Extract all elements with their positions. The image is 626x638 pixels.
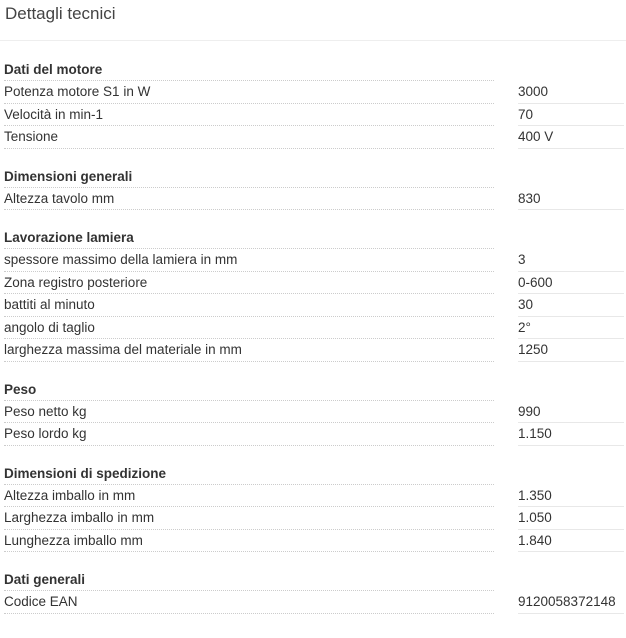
spec-label: Larghezza imballo in mm xyxy=(4,507,494,530)
spec-label: Velocità in min-1 xyxy=(4,104,494,127)
section-title: Peso xyxy=(4,380,494,401)
spec-label: Peso netto kg xyxy=(4,401,494,424)
spec-value: 2° xyxy=(518,317,624,340)
spec-row xyxy=(0,507,626,530)
spec-value: 30 xyxy=(518,294,624,317)
spec-value: 3000 xyxy=(518,81,624,104)
spec-value: 1.840 xyxy=(518,530,624,553)
spec-value: 400 V xyxy=(518,126,624,149)
spec-value: 1.350 xyxy=(518,485,624,508)
section-title: Dimensioni di spedizione xyxy=(4,464,494,485)
spec-row xyxy=(0,188,626,211)
section-title: Dimensioni generali xyxy=(4,167,494,188)
spec-value: 990 xyxy=(518,401,624,424)
spec-value: 0-600 xyxy=(518,272,624,295)
spec-row xyxy=(0,401,626,424)
spec-row xyxy=(0,126,626,149)
spec-section xyxy=(0,380,626,446)
spec-row xyxy=(0,423,626,446)
spec-section xyxy=(0,464,626,553)
spec-label: Potenza motore S1 in W xyxy=(4,81,494,104)
section-title: Lavorazione lamiera xyxy=(4,228,494,249)
spec-value: 9120058372148 xyxy=(518,591,624,614)
spec-row xyxy=(0,249,626,272)
spec-value: 1250 xyxy=(518,339,624,362)
spec-label: Tensione xyxy=(4,126,494,149)
spec-label: Altezza imballo in mm xyxy=(4,485,494,508)
spec-label: Zona registro posteriore xyxy=(4,272,494,295)
spec-row xyxy=(0,530,626,553)
spec-section xyxy=(0,60,626,149)
spec-section xyxy=(0,228,626,362)
page-title: Dettagli tecnici xyxy=(5,4,116,23)
spec-label: larghezza massima del materiale in mm xyxy=(4,339,494,362)
spec-row xyxy=(0,591,626,614)
section-title: Dati generali xyxy=(4,570,494,591)
spec-row xyxy=(0,294,626,317)
spec-label: battiti al minuto xyxy=(4,294,494,317)
title-divider xyxy=(0,40,626,41)
spec-row xyxy=(0,317,626,340)
spec-value: 830 xyxy=(518,188,624,211)
spec-row xyxy=(0,272,626,295)
spec-section xyxy=(0,570,626,614)
spec-row xyxy=(0,339,626,362)
spec-value: 70 xyxy=(518,104,624,127)
spec-value: 1.150 xyxy=(518,423,624,446)
spec-row xyxy=(0,81,626,104)
spec-row xyxy=(0,104,626,127)
spec-label: angolo di taglio xyxy=(4,317,494,340)
spec-label: Codice EAN xyxy=(4,591,494,614)
spec-label: spessore massimo della lamiera in mm xyxy=(4,249,494,272)
spec-label: Altezza tavolo mm xyxy=(4,188,494,211)
technical-specs-table xyxy=(0,60,626,632)
spec-section xyxy=(0,167,626,211)
spec-label: Peso lordo kg xyxy=(4,423,494,446)
spec-value: 1.050 xyxy=(518,507,624,530)
section-title: Dati del motore xyxy=(4,60,494,81)
spec-row xyxy=(0,485,626,508)
spec-value: 3 xyxy=(518,249,624,272)
spec-label: Lunghezza imballo mm xyxy=(4,530,494,553)
